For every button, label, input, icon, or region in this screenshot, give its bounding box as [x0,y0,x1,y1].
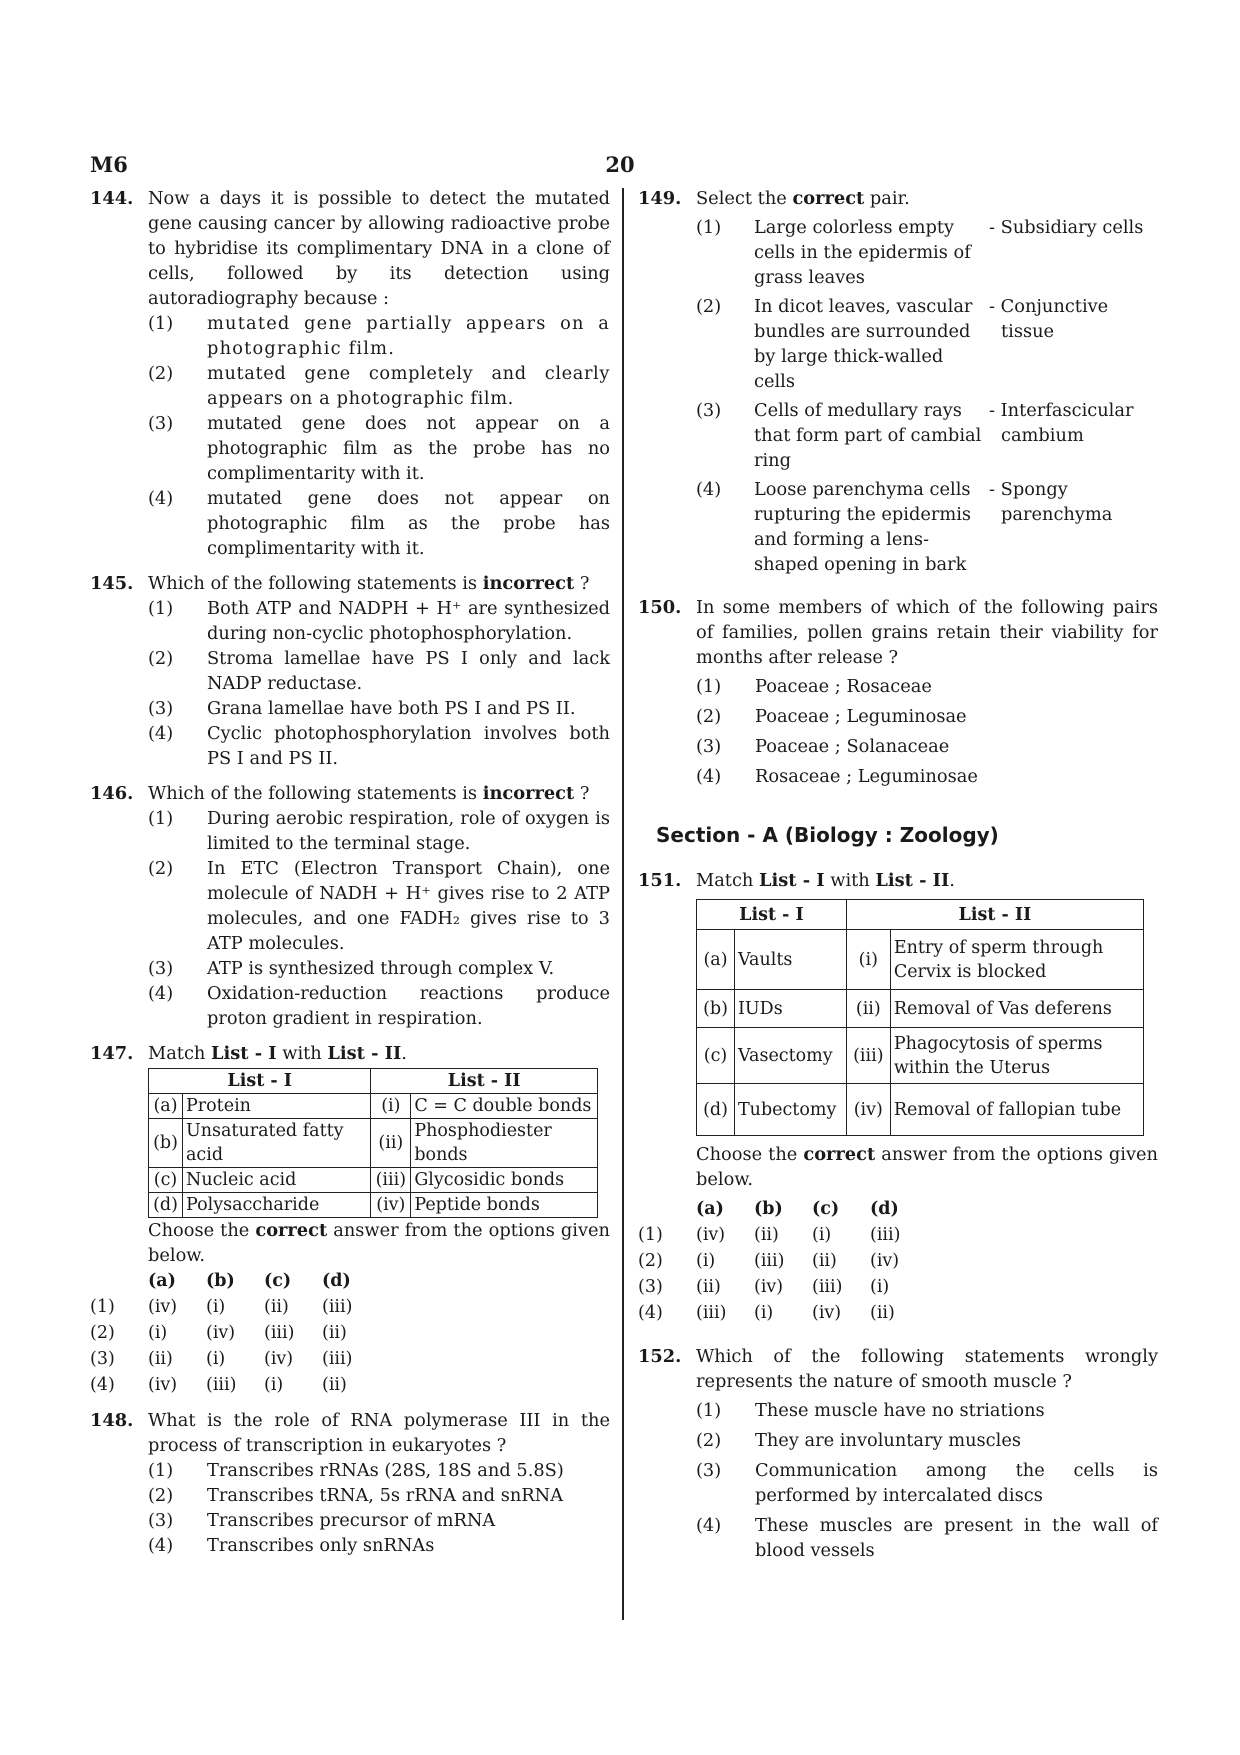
list-i-item: Tubectomy [735,1084,847,1136]
question-148 [90,1408,610,1558]
list-ii-item: Removal of Vas deferens [890,990,1143,1028]
question-stem: Select the correct pair. [696,188,910,209]
option-number: (3) [148,958,174,979]
option [148,856,610,956]
option [148,956,610,981]
option-text: Transcribes rRNAs (28S, 18S and 5.8S) [207,1460,564,1481]
option-number: (3) [696,400,722,421]
option-number: (1) [148,1460,174,1481]
answer-options [638,1196,900,1326]
list-i-item: Vaults [735,930,847,990]
option-number: (4) [148,983,174,1004]
choose-instruction: Choose the correct answer from the options given below. [148,1220,610,1266]
option-number: (2) [696,706,722,727]
option [696,1428,1158,1453]
question-number: 148. [90,1410,134,1431]
column-divider [622,188,624,1620]
list-i-item: Polysaccharide [183,1193,371,1218]
option [148,1458,610,1483]
list-ii-item: Removal of fallopian tube [890,1084,1143,1136]
question-number: 146. [90,783,134,804]
option [148,311,610,361]
option-text: Cyclic photophosphorylation involves both PS I and PS II. [207,723,610,769]
pair-left: Cells of medullary rays that form part of cambial ring [754,400,982,471]
option [148,361,610,411]
question-stem: Which of the following statements wrongly represents the nature of smooth muscle ? [696,1346,1158,1392]
option-text: Transcribes tRNA, 5s rRNA and snRNA [207,1485,564,1506]
list-ii-label: (ii) [371,1119,411,1168]
list-i-label: (b) [697,990,735,1028]
option-text: In ETC (Electron Transport Chain), one molecule of NADH + H⁺ gives rise to 2 ATP molecules, and one FADH₂ gives rise to 3 ATP molecules. [207,858,610,954]
list-i-label: (d) [697,1084,735,1136]
list-ii-item: Phosphodiester bonds [411,1119,598,1168]
table-row [697,1028,1144,1084]
table-header-row [697,900,1144,930]
list-ii-label: (iv) [371,1193,411,1218]
option-text: Both ATP and NADPH + H⁺ are synthesized during non-cyclic photophosphorylation. [207,598,610,644]
question-147 [90,1041,610,1398]
option-text: They are involuntary muscles [755,1430,1021,1451]
option-text: These muscles are present in the wall of blood vessels [755,1515,1158,1561]
option [148,806,610,856]
list-ii-header: List - II [371,1069,598,1094]
list-ii-item: Entry of sperm through Cervix is blocked [890,930,1143,990]
option-number: (4) [696,479,722,500]
question-stem: Which of the following statements is incorrect ? [148,783,590,804]
answer-row: (2) (i) (iii) (ii) (iv) [638,1251,900,1271]
option [148,696,610,721]
list-ii-item: Glycosidic bonds [411,1168,598,1193]
list-i-label: (c) [697,1028,735,1084]
option [148,981,610,1031]
list-ii-label: (ii) [846,990,890,1028]
question-stem: What is the role of RNA polymerase III in the process of transcription in eukaryotes ? [148,1410,610,1456]
option-number: (4) [148,1535,174,1556]
question-stem: Which of the following statements is incorrect ? [148,573,590,594]
question-149 [638,186,1158,577]
page-number: 20 [605,152,635,177]
option-number: (3) [696,736,722,757]
list-i-item: Protein [183,1094,371,1119]
right-column [638,186,1158,1573]
option-text: Rosaceae ; Leguminosae [755,766,978,787]
option [696,674,1158,699]
table-row [149,1119,598,1168]
option [696,734,1158,759]
table-header-row [149,1069,598,1094]
table-row [697,930,1144,990]
option-text: Transcribes precursor of mRNA [207,1510,496,1531]
list-i-label: (d) [149,1193,183,1218]
list-ii-label: (i) [846,930,890,990]
option [696,704,1158,729]
answer-row: (4) (iv) (iii) (i) (ii) [90,1375,347,1395]
option [148,486,610,561]
option-number: (2) [148,648,174,669]
table-row [697,990,1144,1028]
option-text: Grana lamellae have both PS I and PS II. [207,698,576,719]
option-number: (1) [696,1400,722,1421]
list-ii-item: Phagocytosis of sperms within the Uterus [890,1028,1143,1084]
pair-left: Large colorless empty cells in the epidermis of grass leaves [754,217,971,288]
option [148,1533,610,1558]
list-i-label: (b) [149,1119,183,1168]
answer-header-row: (a) (b) (c) (d) [696,1199,899,1219]
list-i-item: Vasectomy [735,1028,847,1084]
option-text: Poaceae ; Solanaceae [755,736,950,757]
option-text: These muscle have no striations [755,1400,1045,1421]
question-150 [638,595,1158,789]
paper-code: M6 [90,152,128,177]
option-number: (2) [696,1430,722,1451]
list-ii-label: (iii) [371,1168,411,1193]
answer-row: (3) (ii) (iv) (iii) (i) [638,1277,890,1297]
pair-left: Loose parenchyma cells rupturing the epidermis and forming a lens-shaped opening in bark [754,479,972,575]
list-i-label: (c) [149,1168,183,1193]
list-ii-label: (iv) [846,1084,890,1136]
option-text: Communication among the cells is performed by intercalated discs [755,1460,1158,1506]
list-i-header: List - I [149,1069,371,1094]
list-i-item: Unsaturated fatty acid [183,1119,371,1168]
answer-header-row: (a) (b) (c) (d) [148,1271,351,1291]
option-text: mutated gene completely and clearly appears on a photographic film. [207,363,610,409]
table-row [149,1193,598,1218]
question-146 [90,781,610,1031]
section-title: Section - A (Biology : Zoology) [656,823,999,847]
answer-options [90,1268,352,1398]
match-table [148,1068,598,1218]
option-text: ATP is synthesized through complex V. [207,958,555,979]
option-text: Poaceae ; Leguminosae [755,706,967,727]
option [148,646,610,696]
question-stem: Match List - I with List - II. [148,1043,407,1064]
option-text: mutated gene does not appear on a photographic film as the probe has no complimentarity with it. [207,413,610,484]
list-i-label: (a) [697,930,735,990]
option-number: (4) [696,1515,722,1536]
match-table [696,899,1144,1136]
question-stem: In some members of which of the following pairs of families, pollen grains retain their viability for months after release ? [696,597,1158,668]
option-text: Poaceae ; Rosaceae [755,676,932,697]
option-text: Stroma lamellae have PS I only and lack NADP reductase. [207,648,610,694]
list-i-item: Nucleic acid [183,1168,371,1193]
list-ii-header: List - II [846,900,1143,930]
option-text: Oxidation-reduction reactions produce proton gradient in respiration. [207,983,610,1029]
list-i-header: List - I [697,900,847,930]
option-number: (2) [148,363,174,384]
option-number: (3) [148,698,174,719]
option-number: (3) [148,1510,174,1531]
question-145 [90,571,610,771]
question-number: 147. [90,1043,134,1064]
option-number: (1) [696,676,722,697]
pair-right: - Subsidiary cells [989,217,1144,238]
option [696,764,1158,789]
option-number: (1) [148,598,174,619]
question-144 [90,186,610,561]
answer-row: (2) (i) (iv) (iii) (ii) [90,1323,347,1343]
list-i-label: (a) [149,1094,183,1119]
table-row [149,1094,598,1119]
option-number: (1) [696,217,722,238]
answer-row: (3) (ii) (i) (iv) (iii) [90,1349,353,1369]
list-i-item: IUDs [735,990,847,1028]
option-number: (2) [696,296,722,317]
list-ii-label: (i) [371,1094,411,1119]
list-ii-item: Peptide bonds [411,1193,598,1218]
option-text: Transcribes only snRNAs [207,1535,435,1556]
option [696,1398,1158,1423]
option-text: mutated gene does not appear on photographic film as the probe has complimentarity with it. [207,488,610,559]
choose-instruction: Choose the correct answer from the options given below. [696,1144,1158,1190]
list-ii-label: (iii) [846,1028,890,1084]
question-151 [638,868,1158,1326]
option [696,1513,1158,1563]
option-number: (2) [148,858,174,879]
option-number: (1) [148,313,174,334]
pair-left: In dicot leaves, vascular bundles are surrounded by large thick-walled cells [754,296,973,392]
question-number: 144. [90,188,134,209]
option-number: (1) [148,808,174,829]
option-number: (4) [696,766,722,787]
pair-right: - Spongy parenchyma [989,479,1113,525]
answer-row: (1) (iv) (i) (ii) (iii) [90,1297,353,1317]
answer-row: (4) (iii) (i) (iv) (ii) [638,1303,895,1323]
pair-option [696,215,1158,290]
option-number: (4) [148,488,174,509]
option [148,1483,610,1508]
question-number: 151. [638,870,682,891]
pair-right: - Conjunctive tissue [989,296,1109,342]
option-number: (3) [148,413,174,434]
pair-right: - Interfascicular cambium [989,400,1134,446]
pair-option [696,294,1158,394]
option-number: (2) [148,1485,174,1506]
option [148,1508,610,1533]
option-text: mutated gene partially appears on a photographic film. [207,313,610,359]
question-number: 150. [638,597,682,618]
answer-row: (1) (iv) (ii) (i) (iii) [638,1225,901,1245]
left-column [90,186,610,1568]
question-number: 152. [638,1346,682,1367]
pair-option [696,398,1158,473]
option [148,721,610,771]
list-ii-item: C = C double bonds [411,1094,598,1119]
question-152 [638,1344,1158,1563]
question-number: 145. [90,573,134,594]
table-row [697,1084,1144,1136]
question-stem: Match List - I with List - II. [696,870,955,891]
option-number: (3) [696,1460,722,1481]
option-number: (4) [148,723,174,744]
option [696,1458,1158,1508]
option-text: During aerobic respiration, role of oxygen is limited to the terminal stage. [207,808,610,854]
question-number: 149. [638,188,682,209]
option [148,596,610,646]
question-stem: Now a days it is possible to detect the mutated gene causing cancer by allowing radioactive probe to hybridise its complimentary DNA in a clone of cells, followed by its detection using autoradiography because : [148,188,610,309]
option [148,411,610,486]
pair-option [696,477,1158,577]
table-row [149,1168,598,1193]
